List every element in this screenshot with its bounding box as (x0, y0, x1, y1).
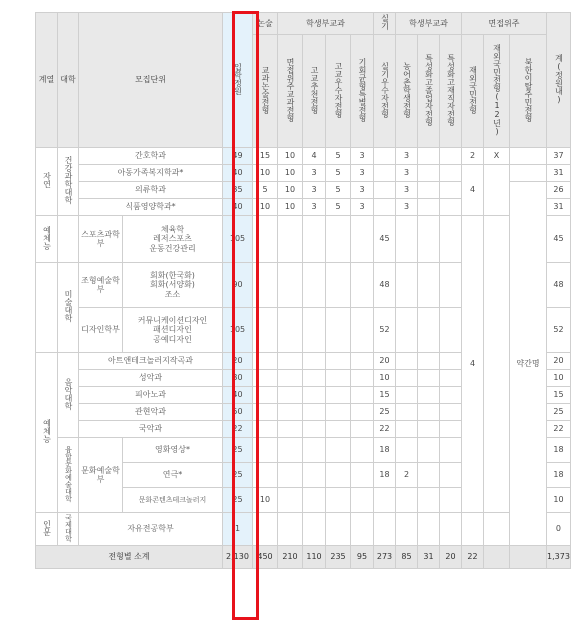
practical-cell: 18 (374, 463, 396, 488)
header-track-overseas-12: 재외국민전형(12년) (484, 35, 510, 148)
division-humanities: 인문 (36, 513, 58, 546)
subtotal-row (36, 546, 571, 569)
practical-cell: 18 (374, 438, 396, 463)
balance-cell (351, 216, 374, 263)
essay-cell: 10 (253, 165, 278, 182)
subtotal-total: 1,373 (547, 546, 571, 569)
unit-name: 피아노과 (79, 387, 223, 404)
sub-unit-name: 조형예술학부 (79, 263, 123, 308)
balance-cell: 3 (351, 199, 374, 216)
unit-name: 영화영상* (123, 438, 223, 463)
spec-worker-cell (440, 263, 462, 308)
quota-cell: 105 (223, 216, 253, 263)
excellence-cell (326, 308, 351, 353)
essay-cell: 10 (253, 199, 278, 216)
header-college: 대학 (58, 13, 79, 148)
quota-cell: 40 (223, 387, 253, 404)
overseas-merged-cell: 4 (462, 216, 484, 513)
total-cell: 0 (547, 513, 571, 546)
practical-cell (374, 148, 396, 165)
table-row (36, 165, 571, 182)
quota-cell: 50 (223, 404, 253, 421)
school-rec-cell (303, 263, 326, 308)
rural-cell: 3 (396, 148, 418, 165)
subtotal-rural: 85 (396, 546, 418, 569)
excellence-cell: 5 (326, 182, 351, 199)
balance-cell (351, 263, 374, 308)
header-track-special-hs: 특성화고졸업자전형 (418, 35, 440, 148)
interview-cell: 10 (278, 199, 303, 216)
defector-cell (510, 148, 547, 165)
practical-cell: 45 (374, 216, 396, 263)
balance-cell (351, 308, 374, 353)
practical-cell (374, 182, 396, 199)
division-blank (36, 263, 58, 353)
header-division: 계열 (36, 13, 58, 148)
spec-worker-cell (440, 165, 462, 182)
rural-cell: 3 (396, 165, 418, 182)
header-essay-group: 논술 (253, 13, 278, 35)
table-row (36, 513, 571, 546)
overseas-merged-cell: 4 (462, 165, 484, 216)
college-intl: 국제대학 (58, 513, 79, 546)
overseas12-merged-cell (484, 165, 510, 216)
unit-name: 아트앤테크놀러지작곡과 (79, 353, 223, 370)
header-essay-track: 교과논술전형 (253, 35, 278, 148)
practical-cell: 15 (374, 387, 396, 404)
school-rec-cell: 3 (303, 182, 326, 199)
essay-cell (253, 308, 278, 353)
unit-name: 회화(한국화) 회화(서양화) 조소 (123, 263, 223, 308)
sub-unit-name: 스포츠과학부 (79, 216, 123, 263)
practical-cell (374, 488, 396, 513)
balance-cell: 3 (351, 182, 374, 199)
quota-cell: 1 (223, 513, 253, 546)
school-rec-cell: 3 (303, 165, 326, 182)
total-cell: 10 (547, 488, 571, 513)
total-cell: 10 (547, 370, 571, 387)
header-track-overseas: 재외국민전형 (462, 35, 484, 148)
subtotal-spec-hs: 31 (418, 546, 440, 569)
spec-hs-cell (418, 263, 440, 308)
unit-name: 문화콘텐츠테크놀러지 (123, 488, 223, 513)
subtotal-spec-worker: 20 (440, 546, 462, 569)
total-cell: 31 (547, 199, 571, 216)
essay-cell: 5 (253, 182, 278, 199)
spec-hs-cell (418, 308, 440, 353)
spec-worker-cell (440, 199, 462, 216)
header-track-defector: 북한이탈주민전형 (510, 35, 547, 148)
subtotal-overseas12 (484, 546, 510, 569)
rural-cell: 2 (396, 463, 418, 488)
rural-cell (396, 308, 418, 353)
interview-cell: 10 (278, 148, 303, 165)
quota-cell: 35 (223, 182, 253, 199)
table-row (36, 216, 571, 263)
header-practical-group: 실기 (374, 13, 396, 35)
practical-cell (374, 165, 396, 182)
total-cell: 20 (547, 353, 571, 370)
division-arts: 예체능 (36, 353, 58, 513)
spec-worker-cell (440, 182, 462, 199)
essay-cell (253, 421, 278, 438)
unit-name: 체육학 레저스포츠 운동건강관리 (123, 216, 223, 263)
quota-cell: 25 (223, 488, 253, 513)
defector-cell (510, 165, 547, 182)
header-track-practical: 실기우수자전형 (374, 35, 396, 148)
total-cell: 45 (547, 216, 571, 263)
practical-cell: 52 (374, 308, 396, 353)
quota-cell: 40 (223, 199, 253, 216)
total-cell: 37 (547, 148, 571, 165)
college-health: 건강과학대학 (58, 148, 79, 216)
essay-cell: 15 (253, 148, 278, 165)
unit-name: 식품영양학과* (79, 199, 223, 216)
spec-hs-cell (418, 182, 440, 199)
division-arts-sports: 예체능 (36, 216, 58, 263)
overseas12-cell: X (484, 148, 510, 165)
rural-cell (396, 438, 418, 463)
practical-cell: 10 (374, 370, 396, 387)
essay-cell (253, 387, 278, 404)
spec-hs-cell (418, 165, 440, 182)
rural-cell (396, 263, 418, 308)
defector-merged-cell: 약간명 (510, 182, 547, 546)
total-cell: 48 (547, 263, 571, 308)
college-art: 미술대학 (58, 263, 79, 353)
essay-cell (253, 216, 278, 263)
unit-name: 국악과 (79, 421, 223, 438)
excellence-cell: 5 (326, 165, 351, 182)
overseas12-merged-cell (484, 216, 510, 513)
interview-cell: 10 (278, 165, 303, 182)
overseas12-cell (484, 513, 510, 546)
header-track-balance: 기회균형특별전형 (351, 35, 374, 148)
essay-cell (253, 463, 278, 488)
spec-hs-cell (418, 199, 440, 216)
practical-cell (374, 199, 396, 216)
spec-hs-cell (418, 148, 440, 165)
school-rec-cell (303, 216, 326, 263)
subtotal-interview: 210 (278, 546, 303, 569)
total-cell: 18 (547, 463, 571, 488)
subtotal-school-rec: 110 (303, 546, 326, 569)
interview-cell (278, 263, 303, 308)
interview-cell (278, 308, 303, 353)
practical-cell: 48 (374, 263, 396, 308)
header-interview-group: 면접위주 (462, 13, 547, 35)
unit-name: 성악과 (79, 370, 223, 387)
header-track-interview: 면접위주교과전형 (278, 35, 303, 148)
total-cell: 25 (547, 404, 571, 421)
essay-cell (253, 404, 278, 421)
excellence-cell: 5 (326, 148, 351, 165)
spec-worker-cell (440, 148, 462, 165)
subtotal-label: 전형별 소계 (36, 546, 223, 569)
practical-cell: 22 (374, 421, 396, 438)
essay-cell (253, 353, 278, 370)
header-student-group-b: 학생부교과 (396, 13, 462, 35)
header-track-school-rec: 고교추천전형 (303, 35, 326, 148)
essay-cell (253, 438, 278, 463)
quota-cell: 22 (223, 421, 253, 438)
rural-cell (396, 216, 418, 263)
school-rec-cell: 3 (303, 199, 326, 216)
table-row (36, 148, 571, 165)
practical-cell: 20 (374, 353, 396, 370)
spec-worker-cell (440, 308, 462, 353)
college-blank (58, 216, 79, 263)
unit-name: 간호학과 (79, 148, 223, 165)
practical-cell: 25 (374, 404, 396, 421)
division-natural: 자연 (36, 148, 58, 216)
total-cell: 18 (547, 438, 571, 463)
header-unit: 모집단위 (79, 13, 223, 148)
sub-unit-name: 문화예술학부 (79, 438, 123, 513)
rural-cell: 3 (396, 199, 418, 216)
overseas-cell (462, 513, 484, 546)
quota-cell: 30 (223, 370, 253, 387)
unit-name: 커뮤니케이션디자인 패션디자인 공예디자인 (123, 308, 223, 353)
header-student-group-a: 학생부교과 (278, 13, 374, 35)
admission-table (35, 12, 571, 569)
balance-cell: 3 (351, 148, 374, 165)
unit-name: 의류학과 (79, 182, 223, 199)
quota-cell: 25 (223, 438, 253, 463)
total-cell: 15 (547, 387, 571, 404)
quota-cell: 40 (223, 165, 253, 182)
header-quota: 입학정원 (223, 13, 253, 148)
college-convergence: 융합문화예술대학 (58, 438, 79, 513)
quota-cell: 49 (223, 148, 253, 165)
total-cell: 52 (547, 308, 571, 353)
header-track-special-worker: 특성화고재직자전형 (440, 35, 462, 148)
subtotal-practical: 273 (374, 546, 396, 569)
overseas-cell: 2 (462, 148, 484, 165)
essay-cell (253, 370, 278, 387)
sub-unit-name: 디자인학부 (79, 308, 123, 353)
unit-name: 연극* (123, 463, 223, 488)
subtotal-quota: 2,130 (223, 546, 253, 569)
school-rec-cell: 4 (303, 148, 326, 165)
total-cell: 26 (547, 182, 571, 199)
unit-name: 자유전공학부 (79, 513, 223, 546)
quota-cell: 105 (223, 308, 253, 353)
total-cell: 31 (547, 165, 571, 182)
essay-cell (253, 263, 278, 308)
subtotal-excellence: 235 (326, 546, 351, 569)
subtotal-essay: 450 (253, 546, 278, 569)
college-music: 음악대학 (58, 353, 79, 438)
quota-cell: 25 (223, 463, 253, 488)
excellence-cell (326, 216, 351, 263)
spec-worker-cell (440, 216, 462, 263)
subtotal-defector (510, 546, 547, 569)
rural-cell: 3 (396, 182, 418, 199)
header-track-excellence: 고교우수자전형 (326, 35, 351, 148)
interview-cell: 10 (278, 182, 303, 199)
interview-cell (278, 216, 303, 263)
excellence-cell (326, 263, 351, 308)
school-rec-cell (303, 308, 326, 353)
quota-cell: 90 (223, 263, 253, 308)
header-track-rural: 농어촌학생전형 (396, 35, 418, 148)
essay-cell (253, 513, 278, 546)
unit-name: 관현악과 (79, 404, 223, 421)
header-total: 계(정원내) (547, 13, 571, 148)
total-cell: 22 (547, 421, 571, 438)
balance-cell: 3 (351, 165, 374, 182)
subtotal-overseas: 22 (462, 546, 484, 569)
quota-cell: 20 (223, 353, 253, 370)
subtotal-balance: 95 (351, 546, 374, 569)
practical-cell (374, 513, 396, 546)
excellence-cell: 5 (326, 199, 351, 216)
unit-name: 아동가족복지학과* (79, 165, 223, 182)
essay-cell: 10 (253, 488, 278, 513)
spec-hs-cell (418, 216, 440, 263)
